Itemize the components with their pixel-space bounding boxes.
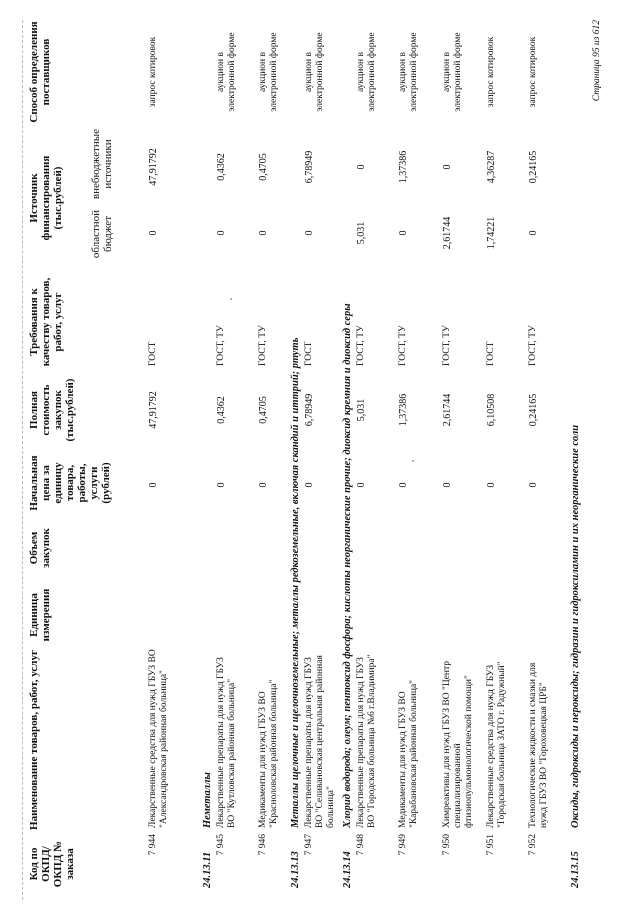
header-requirements: Требования к качеству товаров, работ, услуг xyxy=(28,277,64,367)
row-number: 7 944 xyxy=(148,834,158,856)
row-price: 0 xyxy=(216,482,227,488)
row-requirements: ГОСТ, ТУ xyxy=(356,325,366,366)
row-total: 0,24165 xyxy=(528,393,539,427)
page-footer: Страница 95 из 612 xyxy=(592,20,602,102)
section-heading xyxy=(570,425,582,888)
header-funding-other: внебюджетные источники xyxy=(90,128,114,200)
row-requirements: ГОСТ xyxy=(486,341,496,366)
row-method: аукцион в электронной форме xyxy=(258,32,279,112)
row-method: аукцион в электронной форме xyxy=(304,32,325,112)
row-price: 0 xyxy=(304,482,315,488)
header-price: Начальная цена за единицу товара, работы, услуги (рублей) xyxy=(28,455,112,511)
row-other: 0,4705 xyxy=(258,153,269,181)
section-title: Металлы щелочные и щелочноземельные; металлы редкоземельные, включая скандий и иттрий; ртуть xyxy=(290,337,301,828)
row-other: 47,91792 xyxy=(148,148,159,186)
section-heading xyxy=(290,338,302,888)
row-requirements: ГОСТ xyxy=(148,341,158,366)
row-method: аукцион в электронной форме xyxy=(356,32,377,112)
row-total: 0,4705 xyxy=(258,396,269,424)
row-other: 1,37386 xyxy=(398,150,409,184)
row-name: Медикаменты для нужд ГБУЗ ВО "Красноловская районная больница" xyxy=(258,679,279,828)
row-total: 47,91792 xyxy=(148,391,159,429)
section-code: 24.13.15 xyxy=(570,851,581,888)
row-regional: 0 xyxy=(258,230,269,236)
header-method: Способ определения поставщиков xyxy=(28,21,52,123)
header-unit: Единица измерения xyxy=(28,588,52,642)
row-number: 7 951 xyxy=(486,834,496,856)
row-requirements: ГОСТ, ТУ xyxy=(528,325,538,366)
row-name: Химреактивы для нужд ГБУЗ ВО "Центр специализированной фтизиопульмонологической помощи" xyxy=(442,660,474,828)
scan-speck xyxy=(230,298,232,300)
row-number: 7 950 xyxy=(442,834,452,856)
row-name: Лекарственные препараты для нужд ГБУЗ ВО "Кутловская районная больница" xyxy=(216,657,237,828)
scan-speck xyxy=(412,460,414,462)
header-name: Наименование товаров, работ, услуг xyxy=(28,650,40,830)
row-other: 0 xyxy=(356,164,367,170)
section-title: Хлорид водорода; олеум; пентоксид фосфора; кислоты неорганические прочие; диоксид кремния и диоксид серы xyxy=(342,303,353,828)
row-method: аукцион в электронной форме xyxy=(216,32,237,112)
row-regional: 1,74221 xyxy=(486,216,497,250)
row-requirements: ГОСТ, ТУ xyxy=(258,325,268,366)
section-heading xyxy=(342,304,354,888)
row-other: 0,24165 xyxy=(528,150,539,184)
header-funding-regional: областной бюджет xyxy=(90,209,114,259)
row-number: 7 952 xyxy=(528,834,538,856)
row-other: 6,78949 xyxy=(304,150,315,184)
row-total: 2,61744 xyxy=(442,393,453,427)
section-code: 24.13.13 xyxy=(290,851,301,888)
row-price: 0 xyxy=(486,482,497,488)
row-method: аукцион в электронной форме xyxy=(442,32,463,112)
row-method: запрос котировок xyxy=(486,36,496,108)
row-price: 0 xyxy=(258,482,269,488)
section-title: Неметаллы xyxy=(202,772,213,828)
row-name: Лекарственные средства для нужд ГБУЗ ВО "Александровская районная больница" xyxy=(148,649,169,828)
row-other: 4,36287 xyxy=(486,150,497,184)
row-regional: 0 xyxy=(148,230,159,236)
row-other: 0,4362 xyxy=(216,153,227,181)
row-total: 6,10508 xyxy=(486,393,497,427)
row-total: 6,78949 xyxy=(304,393,315,427)
row-name: Лекарственные препараты для нужд ГБУЗ ВО "Селивановская центральная районная больница" xyxy=(304,655,336,828)
row-total: 0,4362 xyxy=(216,396,227,424)
row-price: 0 xyxy=(356,482,367,488)
row-name: Технологические жидкости и смазки для нужд ГБУЗ ВО "Гороховецкая ЦРБ" xyxy=(528,662,549,828)
row-name: Лекарственные средства для нужд ГБУЗ "Городская больница ЗАТО г. Радужный" xyxy=(486,661,507,828)
row-requirements: ГОСТ, ТУ xyxy=(216,325,226,366)
row-requirements: ГОСТ xyxy=(304,341,314,366)
rotated-table xyxy=(20,0,620,900)
row-method: запрос котировок xyxy=(528,36,538,108)
row-price: 0 xyxy=(528,482,539,488)
row-other: 0 xyxy=(442,164,453,170)
section-title: Оксиды, гидроксиды и пероксиды; гидразин и гидроксиламин и их неорганические соли xyxy=(570,424,581,828)
row-regional: 5,031 xyxy=(356,221,367,245)
section-code: 24.13.14 xyxy=(342,851,353,888)
row-regional: 0 xyxy=(398,230,409,236)
row-regional: 2,61744 xyxy=(442,216,453,250)
row-number: 7 947 xyxy=(304,834,314,856)
row-name: Медикаменты для нужд ГБУЗ ВО "Карабановская районная больница" xyxy=(398,679,419,828)
section-heading xyxy=(202,772,214,888)
header-total: Полная стоимость закупок (тыс.рублей) xyxy=(28,378,76,442)
header-funding: Источник финансирования (тыс.рублей) xyxy=(28,155,64,241)
row-name: Лекарственные препараты для нужд ГБУЗ ВО "Городская больница №6 г.Владимира" xyxy=(356,654,377,828)
header-code: Код по ОКПД/ ОКПД № заказа xyxy=(28,840,76,888)
row-requirements: ГОСТ, ТУ xyxy=(442,325,452,366)
row-total: 5,031 xyxy=(356,398,367,422)
row-requirements: ГОСТ, ТУ xyxy=(398,325,408,366)
row-method: запрос котировок xyxy=(148,36,158,108)
section-code: 24.13.11 xyxy=(202,851,213,888)
row-price: 0 xyxy=(442,482,453,488)
row-number: 7 945 xyxy=(216,834,226,856)
row-number: 7 949 xyxy=(398,834,408,856)
header-volume: Объем закупок xyxy=(28,528,52,568)
row-price: 0 xyxy=(148,482,159,488)
row-method: аукцион в электронной форме xyxy=(398,32,419,112)
scan-edge-line xyxy=(22,20,23,900)
row-number: 7 946 xyxy=(258,834,268,856)
row-regional: 0 xyxy=(216,230,227,236)
row-total: 1,37386 xyxy=(398,393,409,427)
row-price: 0 xyxy=(398,482,409,488)
row-regional: 0 xyxy=(304,230,315,236)
row-number: 7 948 xyxy=(356,834,366,856)
row-regional: 0 xyxy=(528,230,539,236)
